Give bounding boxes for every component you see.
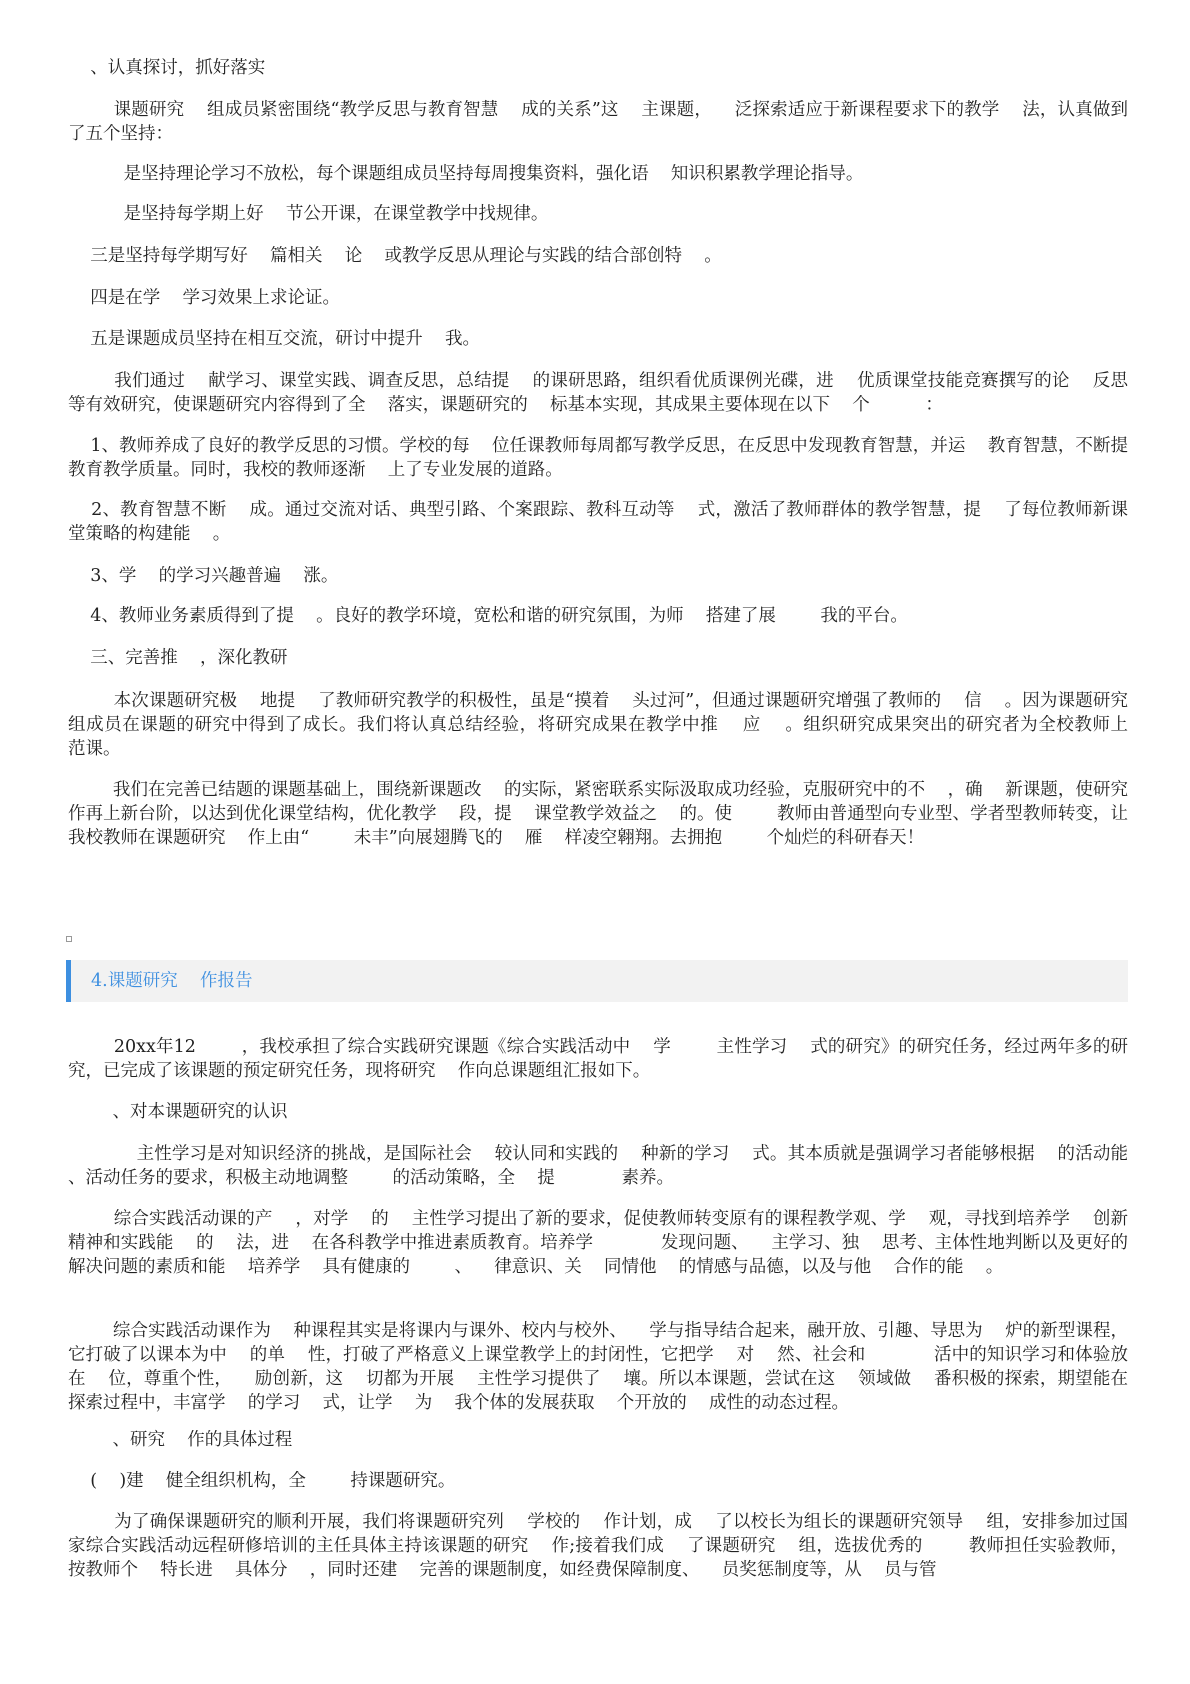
list-item: 4、教师业务素质得到了提 。良好的教学环境，宽松和谐的研究氛围，为师 搭建了展 我的平台。: [68, 606, 908, 626]
list-item: 1、教师养成了良好的教学反思的习惯。学校的每 位任课教师每周都写教学反思，在反思中发现教育智慧，并运 教育智慧，不断提 教育教学质量。同时，我校的教师逐渐 上了专业发展的道路。: [68, 436, 1151, 480]
paragraph: 我们通过 献学习、课堂实践、调查反思，总结提 的课研思路，组织看优质课例光碟，进 优质课堂技能竞赛撰写的论 反思等有效研究，使课题研究内容得到了全 落实，课题研究的 标基本实现，其成果主要体现在以下 个 ：: [68, 371, 1128, 415]
paragraph: 五是课题成员坚持在相互交流，研讨中提升 我。: [68, 329, 481, 349]
paragraph: 课题研究 组成员紧密围绕“教学反思与教育智慧 成的关系”这 主课题， 泛探索适应于新课程要求下的教学 法，认真做到了五个坚持：: [68, 100, 1128, 144]
section-title-discussion: 、认真探讨，抓好落实: [68, 58, 266, 78]
paragraph: ( )建 健全组织机构，全 持课题研究。: [68, 1471, 456, 1491]
report-heading-bar: [66, 960, 1128, 1002]
paragraph: 20xx年12 ，我校承担了综合实践研究课题《综合实践活动中 学 主性学习 式的研究》的研究任务，经过两年多的研究，已完成了该课题的预定研究任务，现将研究 作向总课题组汇报如下。: [68, 1037, 1128, 1081]
paragraph: 是坚持理论学习不放松，每个课题组成员坚持每周搜集资料，强化语 知识积累教学理论指导。: [68, 164, 864, 184]
paragraph: 综合实践活动课的产 ，对学 的 主性学习提出了新的要求，促使教师转变原有的课程教学观、学 观，寻找到培养学 创新精神和实践能 的 法，进 在各科教学中推进素质教育。培养学 发现问题、 主学习、独 思考、主体性地判断以及更好的解决问题的素质和能 培养学 具有健康的 、 律意识、关 同情他 的情感与品德，以及与他 合作的能 。: [68, 1209, 1128, 1277]
paragraph: 本次课题研究极 地提 了教师研究教学的积极性，虽是“摸着 头过河”，但通过课题研究增强了教师的 信 。因为课题研究组成员在课题的研究中得到了成长。我们将认真总结经验，将研究成果在教学中推 应 。组织研究成果突出的研究者为全校教师上 范课。: [68, 691, 1151, 759]
paragraph: 综合实践活动课作为 种课程其实是将课内与课外、校内与校外、 学与指导结合起来，融开放、引趣、导思为 炉的新型课程，它打破了以课本为中 的单 性，打破了严格意义上课堂教学上的封闭性，它把学 对 然、社会和 活中的知识学习和体验放在 位，尊重个性， 励创新，这 切都为开展 主性学习提供了 壤。所以本课题，尝试在这 领域做 番积极的探索，期望能在探索过程中，丰富学 的学习 式，让学 为 我个体的发展获取 个开放的 成性的动态过程。: [68, 1321, 1128, 1413]
report-heading: 4.课题研究 作报告: [91, 971, 253, 991]
list-item: 2、教育智慧不断 成。通过交流对话、典型引路、个案跟踪、教科互动等 式，激活了教师群体的教学智慧，提 了每位教师新课堂策略的构建能 。: [68, 500, 1128, 544]
section-title-improve: 三、完善推 ，深化教研: [68, 648, 288, 668]
section-title-understanding: 、对本课题研究的认识: [68, 1102, 288, 1122]
paragraph: 是坚持每学期上好 节公开课，在课堂教学中找规律。: [68, 204, 549, 224]
paragraph: 主性学习是对知识经济的挑战，是国际社会 较认同和实践的 种新的学习 式。其本质就是强调学习者能够根据 的活动能 、活动任务的要求，积极主动地调整 的活动策略，全 提 素养。: [68, 1144, 1151, 1188]
paragraph: 四是在学 学习效果上求论证。: [68, 288, 341, 308]
section-title-process: 、研究 作的具体过程: [68, 1430, 293, 1450]
list-item: 3、学 的学习兴趣普遍 涨。: [68, 566, 339, 586]
paragraph: 我们在完善已结题的课题基础上，围绕新课题改 的实际，紧密联系实际汲取成功经验，克服研究中的不 ，确 新课题，使研究 作再上新台阶，以达到优化课堂结构，优化教学 段，提 课堂教学效益之 的。使 教师由普通型向专业型、学者型教师转变，让我校教师在课题研究 作上由“ 未丰”向展翅腾飞的 雁 样凌空翱翔。去拥抱 个灿烂的科研春天！: [68, 780, 1151, 848]
anchor-mark-icon: [66, 936, 72, 942]
paragraph: 三是坚持每学期写好 篇相关 论 或教学反思从理论与实践的结合部创特 。: [68, 246, 722, 266]
paragraph: 为了确保课题研究的顺利开展，我们将课题研究列 学校的 作计划，成 了以校长为组长的课题研究领导 组，安排参加过国家综合实践活动远程研修培训的主任具体主持该课题的研究 作;接着我们成 了课题研究 组，选拔优秀的 教师担任实验教师，按教师个 特长进 具体分 ，同时还建 完善的课题制度，如经费保障制度、 员奖惩制度等，从 员与管: [68, 1512, 1128, 1580]
